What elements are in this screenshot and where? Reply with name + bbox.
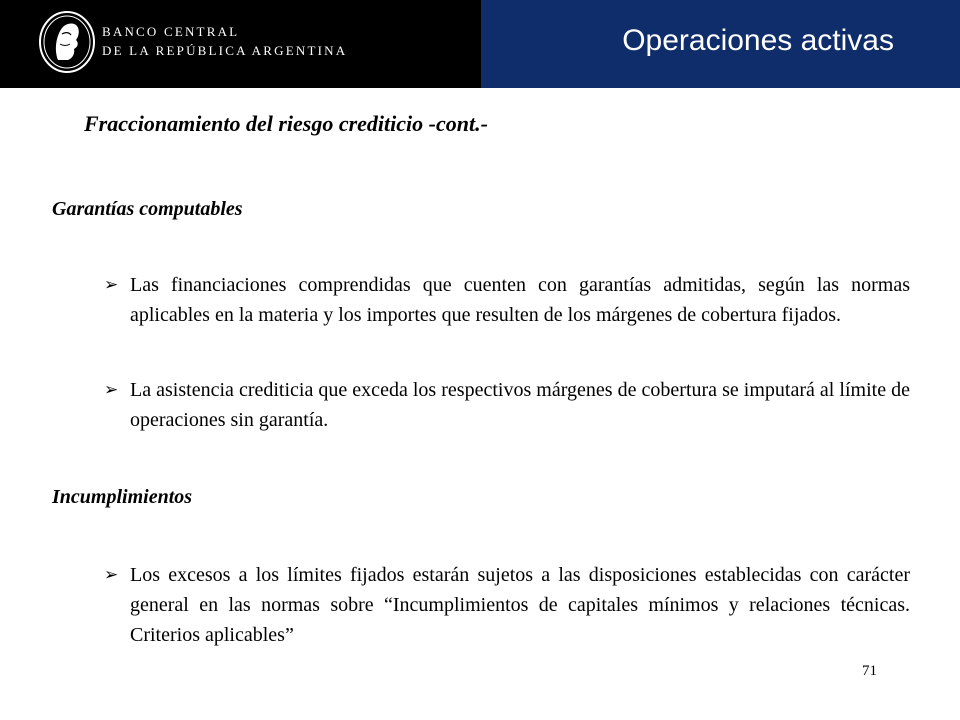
bullet-text: Las financiaciones comprendidas que cuenten con garantías admitidas, según las normas aplicables en la materia y los importes que resulten de los márgenes de cobertura fijados. bbox=[130, 274, 910, 326]
bullet-text: Los excesos a los límites fijados estarán sujetos a las disposiciones establecidas con carácter general en las normas sobre “Incumplimientos de capitales mínimos y relaciones técnicas. Criterios aplicables” bbox=[130, 564, 910, 646]
slide-title: Operaciones activas bbox=[622, 24, 894, 57]
bcra-seal-icon bbox=[38, 10, 96, 74]
bank-name-line1: BANCO CENTRAL bbox=[102, 24, 240, 39]
bank-name bbox=[102, 22, 347, 60]
main-heading: Fraccionamiento del riesgo crediticio -cont.- bbox=[84, 111, 488, 136]
bullet-item bbox=[104, 270, 910, 330]
bank-name-line2: DE LA REPÚBLICA ARGENTINA bbox=[102, 43, 348, 58]
arrow-bullet-icon: ➢ bbox=[104, 275, 119, 295]
section-heading-garantias: Garantías computables bbox=[52, 198, 243, 220]
arrow-bullet-icon: ➢ bbox=[104, 565, 119, 585]
bullet-text: La asistencia crediticia que exceda los respectivos márgenes de cobertura se imputará al límite de operaciones sin garantía. bbox=[130, 379, 910, 431]
section-heading-incumplimientos: Incumplimientos bbox=[52, 486, 193, 508]
bullet-item bbox=[104, 375, 910, 435]
bullet-item bbox=[104, 560, 910, 650]
page-number: 71 bbox=[862, 663, 877, 679]
arrow-bullet-icon: ➢ bbox=[104, 380, 119, 400]
header-left-panel bbox=[0, 0, 481, 88]
header-right-panel bbox=[481, 0, 960, 88]
